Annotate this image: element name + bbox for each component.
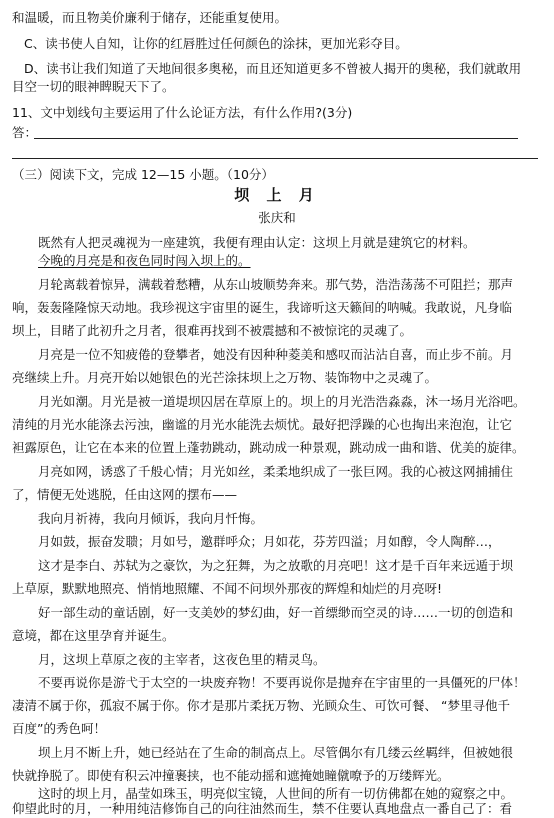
paragraph-3-line-3: 坝上，目睹了此初升之月者，很难再找到不被震撼和不被惊诧的灵魂了。 xyxy=(12,323,413,338)
paragraph-10-line-2: 意境，都在这里孕育并诞生。 xyxy=(12,628,175,643)
question-11: 11、文中划线句主要运用了什么论证方法，有什么作用?(3分) xyxy=(12,105,353,120)
section-divider xyxy=(12,158,538,159)
paragraph-9-line-2: 上草原，默默地照亮、悄悄地照耀、不闻不问坝外那夜的辉煌和灿烂的月亮呀! xyxy=(12,581,443,596)
option-d-continuation: 目空一切的眼神睥睨天下了。 xyxy=(12,79,175,94)
paragraph-1: 既然有人把灵魂视为一座建筑，我便有理由认定：这坝上月就是建筑它的材料。 xyxy=(38,235,476,250)
option-d: D、读书让我们知道了天地间很多奥秘，而且还知道更多不曾被人揭开的奥秘，我们就敢用 xyxy=(24,61,522,76)
paragraph-2-underlined xyxy=(38,252,251,270)
paragraph-3-line-2: 响，轰轰隆隆惊天动地。我珍视这宇宙里的诞生，我谛听这天籁间的呐喊。我敢说，凡身临 xyxy=(12,300,513,315)
option-b-continuation: 和温暖，而且物美价廉利于储存，还能重复使用。 xyxy=(12,10,288,25)
paragraph-4-line-2: 亮继续上升。月亮开始以她银色的光芒涂抹坝上之万物、装饰物中之灵魂了。 xyxy=(12,370,438,385)
paragraph-5-line-2: 清纯的月光水能涤去污浊，幽谧的月光水能洗去烦忧。最好把浮躁的心也掏出来泡泡，让它 xyxy=(12,417,513,432)
paragraph-12-line-3: 百度”的秀色呵！ xyxy=(12,721,106,736)
paragraph-7: 我向月祈祷，我向月倾诉，我向月忏悔。 xyxy=(38,511,264,526)
answer-label: 答： xyxy=(12,125,38,140)
paragraph-8: 月如鼓，振奋发聩；月如号，邀群呼众；月如花，芬芳四溢；月如醇，令人陶醉…， xyxy=(38,534,501,549)
article-author: 张庆和 xyxy=(258,210,296,225)
paragraph-9-line-1: 这才是李白、苏轼为之豪饮，为之狂舞，为之放歌的月亮吧！这才是千百年来远遁于坝 xyxy=(38,558,514,573)
article-title: 坝 上 月 xyxy=(234,186,320,204)
paragraph-4-line-1: 月亮是一位不知疲倦的登攀者，她没有因种种菱美和感叹而沾沾自喜，而止步不前。月 xyxy=(38,347,514,362)
paragraph-11: 月，这坝上草原之夜的主宰者，这夜色里的精灵鸟。 xyxy=(38,652,326,667)
paragraph-14-line-1: 这时的坝上月，晶莹如珠玉，明亮似宝镜，人世间的所有一切仿佛都在她的窥察之中。 xyxy=(38,786,514,801)
paragraph-5-line-1: 月光如潮。月光是被一道堤坝囚居在草原上的。坝上的月光浩浩淼淼，沐一场月光浴吧。 xyxy=(38,394,526,409)
paragraph-10-line-1: 好一部生动的童话剧，好一支美妙的梦幻曲，好一首缥缈而空灵的诗……一切的创造和 xyxy=(38,605,514,620)
paragraph-13-line-1: 坝上月不断上升，她已经站在了生命的制高点上。尽管偶尔有几缕云丝羁绊，但被她很 xyxy=(38,745,514,760)
paragraph-6-line-1: 月亮如网，诱惑了千般心情；月光如丝，柔柔地织成了一张巨网。我的心被这网捕捕住 xyxy=(38,464,514,479)
paragraph-14-line-2: 仰望此时的月，一种用纯洁修饰自己的向往油然而生，禁不住要认真地盘点一番自己了：看 xyxy=(12,801,513,816)
paragraph-6-line-2: 了，情便无处逃脱，任由这网的摆布—— xyxy=(12,487,238,502)
section-3-heading: （三）阅读下文，完成 12—15 小题。（10分） xyxy=(12,167,274,182)
answer-line[interactable] xyxy=(34,138,518,139)
underlined-sentence: 今晚的月亮是和夜色同时闯入坝上的。 xyxy=(38,253,251,268)
option-c: C、读书使人自知，让你的红唇胜过任何颜色的涂抹，更加光彩夺目。 xyxy=(24,36,408,51)
paragraph-12-line-1: 不要再说你是游弋于太空的一块废弃物！不要再说你是抛弃在宇宙里的一具僵死的尸体！ xyxy=(38,675,526,690)
paragraph-5-line-3: 袒露原色，让它在本来的位置上蓬勃跳动，跳动成一种景观，跳动成一曲和谐、优美的旋律。 xyxy=(12,440,525,455)
paragraph-13-line-2: 快就挣脱了。即使有积云冲撞裹挟，也不能动摇和遮掩她瞳僦嘹予的万缕辉光。 xyxy=(12,768,450,783)
paragraph-12-line-2: 凄清不属于你，孤寂不属于你。你才是那片柔抚万物、光顾众生、可饮可餐、 “梦里寻他千 xyxy=(12,698,510,713)
paragraph-3-line-1: 月轮离载着惊异，满载着愁糟，从东山坡顺势奔来。那气势，浩浩荡荡不可阻拦；那声 xyxy=(38,277,514,292)
